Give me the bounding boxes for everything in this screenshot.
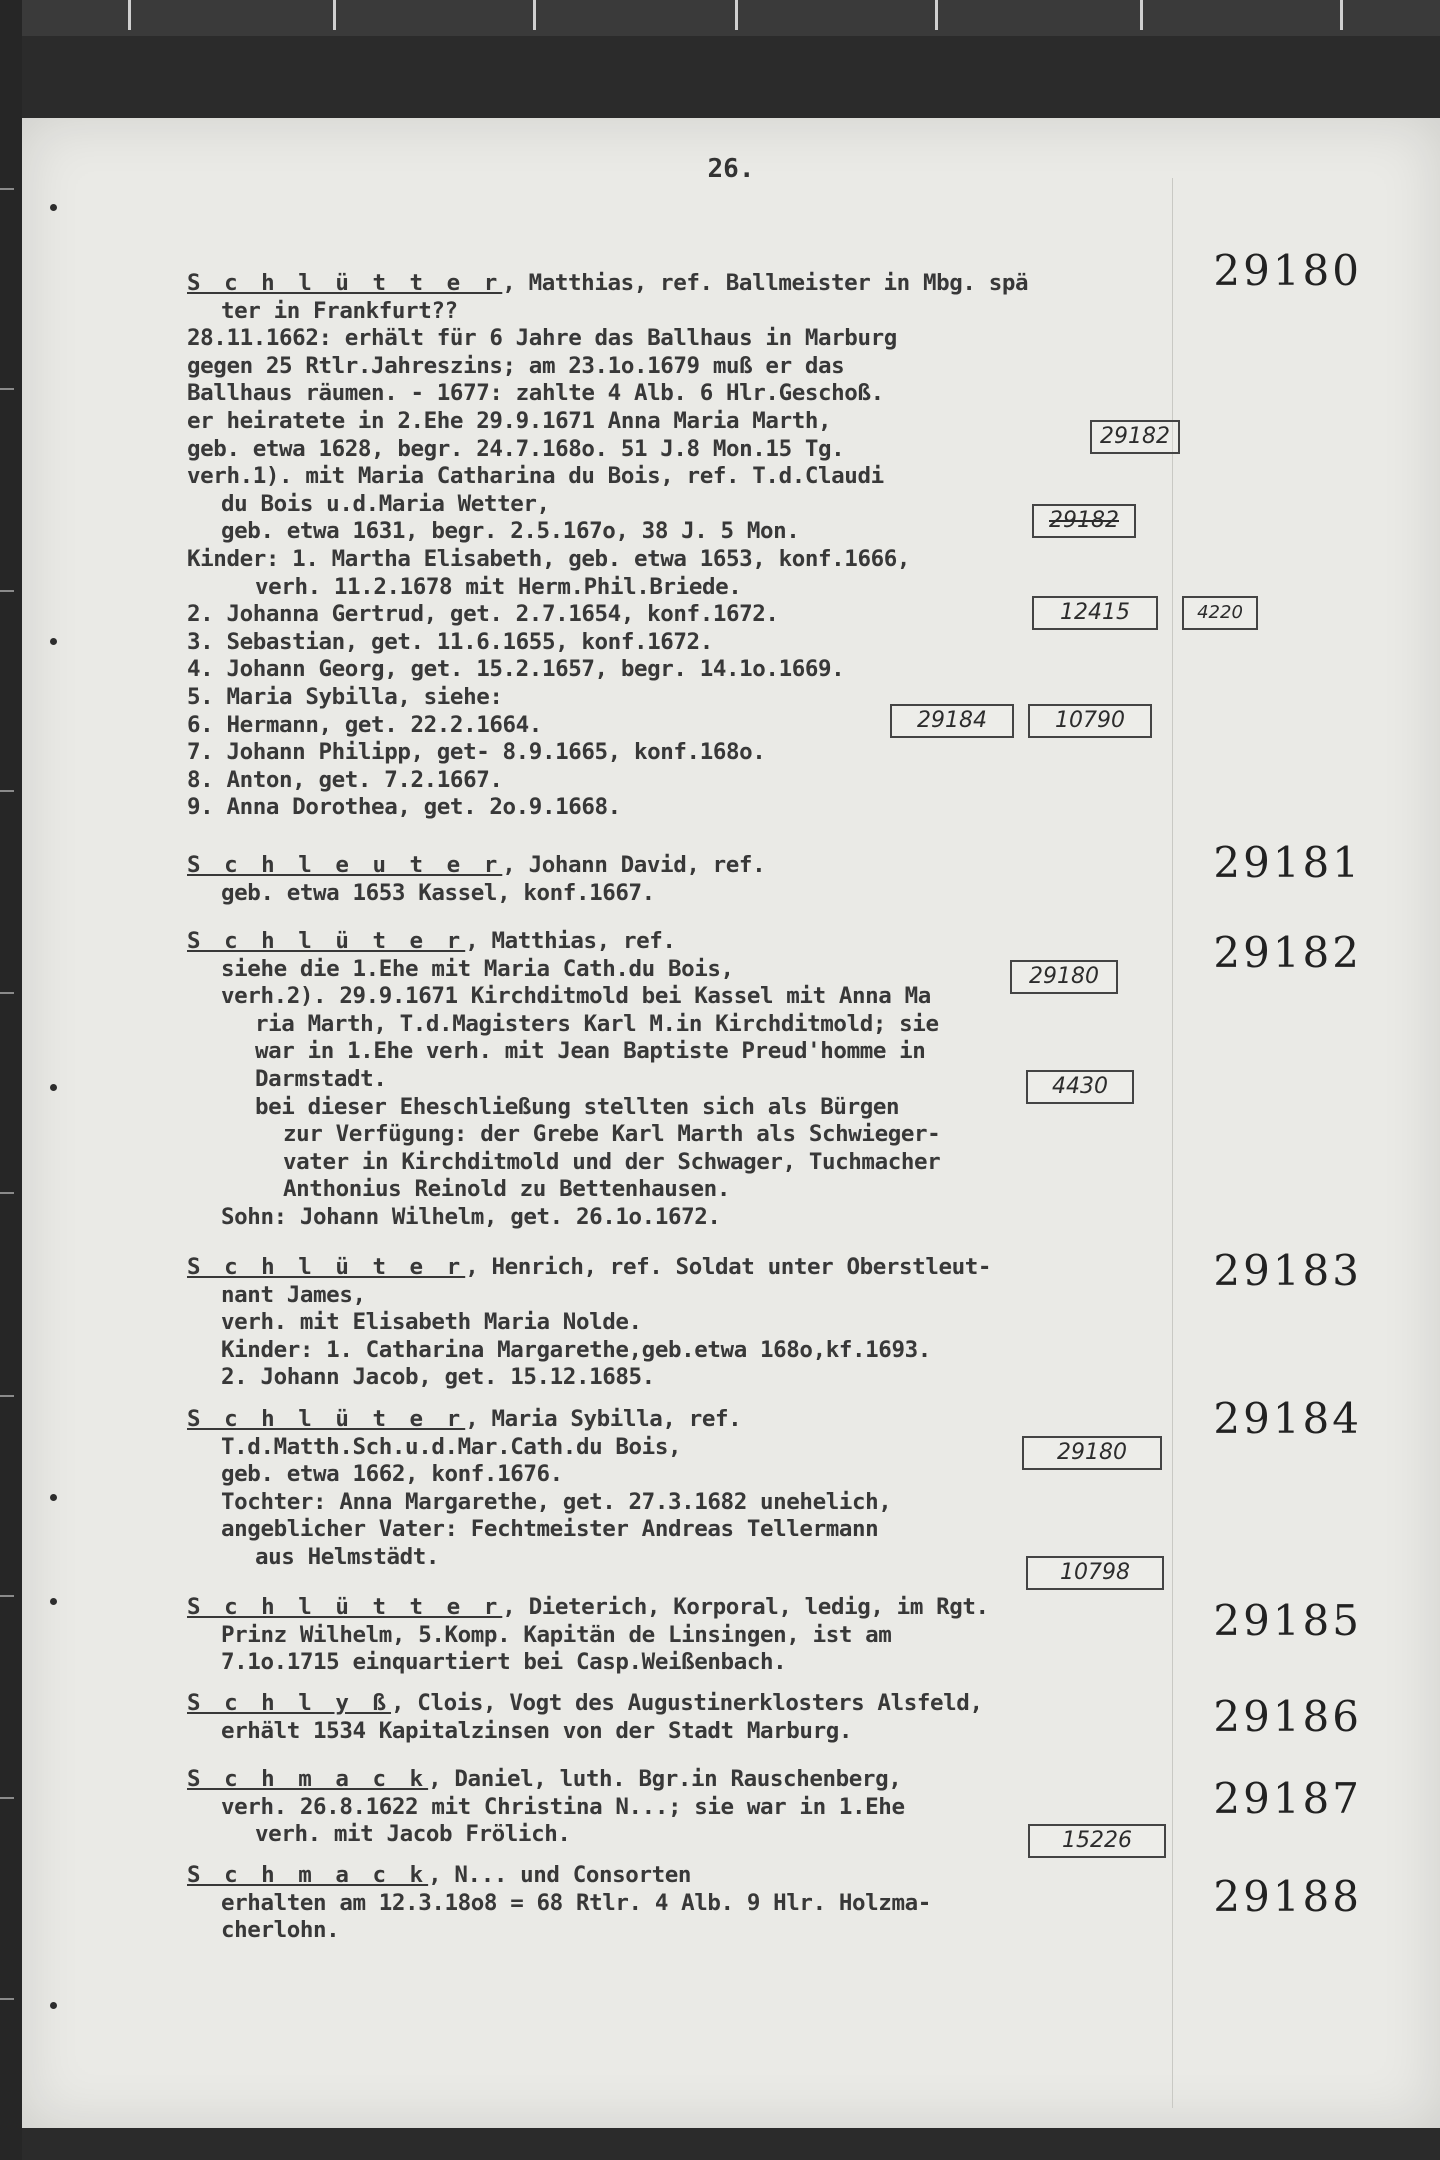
entry-line: Darmstadt. [255, 1065, 387, 1092]
entry-line: 2. Johann Jacob, get. 15.12.1685. [221, 1364, 655, 1391]
entry-number: 29187 [1213, 1774, 1362, 1823]
border-tick [0, 188, 14, 190]
entry-line: geb. etwa 1662, konf.1676. [221, 1461, 563, 1488]
punch-hole [50, 638, 57, 645]
entry-line: , Daniel, luth. Bgr.in Rauschenberg, [428, 1766, 902, 1792]
entry-29180 [187, 270, 1187, 822]
entry-line: Anthonius Reinold zu Bettenhausen. [283, 1176, 730, 1203]
punch-hole [50, 204, 57, 211]
entry-29186 [187, 1690, 1187, 1745]
entry-surname: S c h l ü t e r [187, 1406, 466, 1432]
cross-reference-box: 29182 [1090, 420, 1180, 454]
entry-line: Ballhaus räumen. - 1677: zahlte 4 Alb. 6 Hlr.Geschoß. [187, 380, 884, 407]
border-tick [0, 388, 14, 390]
entry-surname: S c h l ü t e r [187, 1254, 466, 1280]
punch-hole [50, 1598, 57, 1605]
entry-number: 29184 [1213, 1394, 1362, 1443]
entry-number: 29185 [1213, 1596, 1362, 1645]
punch-hole [50, 1084, 57, 1091]
entry-line: erhält 1534 Kapitalzinsen von der Stadt Marburg. [221, 1717, 853, 1744]
entry-line: gegen 25 Rtlr.Jahreszins; am 23.1o.1679 muß er das [187, 352, 845, 379]
punch-hole [50, 1494, 57, 1501]
border-tick [0, 590, 14, 592]
index-card-page [22, 118, 1440, 2128]
entry-29185 [187, 1594, 1187, 1677]
entry-number: 29182 [1213, 928, 1362, 977]
entry-line: ria Marth, T.d.Magisters Karl M.in Kirchditmold; sie [255, 1010, 939, 1037]
entry-line: 6. Hermann, get. 22.2.1664. [187, 711, 542, 738]
entry-line: cherlohn. [221, 1917, 340, 1944]
cross-reference-box: 4220 [1182, 596, 1258, 630]
punch-hole [50, 2002, 57, 2009]
entry-line: siehe die 1.Ehe mit Maria Cath.du Bois, [221, 955, 734, 982]
entry-line: , Maria Sybilla, ref. [465, 1406, 742, 1432]
entry-line: zur Verfügung: der Grebe Karl Marth als Schwieger- [283, 1121, 941, 1148]
entry-line: geb. etwa 1628, begr. 24.7.168o. 51 J.8 Mon.15 Tg. [187, 435, 845, 462]
border-tick [0, 790, 14, 792]
border-tick [533, 0, 536, 30]
entry-line: 9. Anna Dorothea, get. 2o.9.1668. [187, 794, 621, 821]
entry-number: 29183 [1213, 1246, 1362, 1295]
border-tick [735, 0, 738, 30]
entry-line: angeblicher Vater: Fechtmeister Andreas Tellermann [221, 1516, 879, 1543]
scanner-top-border [0, 0, 1440, 36]
cross-reference-box: 29184 [890, 704, 1014, 738]
entry-surname: S c h m a c k [187, 1862, 429, 1888]
entry-number: 29181 [1213, 838, 1362, 887]
entry-line: verh. mit Elisabeth Maria Nolde. [221, 1309, 642, 1336]
entry-line: verh. 26.8.1622 mit Christina N...; sie war in 1.Ehe [221, 1793, 905, 1820]
entry-surname: S c h l ü t t e r [187, 270, 503, 296]
cross-reference-box: 29180 [1010, 960, 1118, 994]
entry-surname: S c h l y ß [187, 1690, 392, 1716]
entry-line: , N... und Consorten [428, 1862, 692, 1888]
border-tick [0, 992, 14, 994]
entry-line: 28.11.1662: erhält für 6 Jahre das Ballhaus in Marburg [187, 325, 897, 352]
entry-line: 3. Sebastian, get. 11.6.1655, konf.1672. [187, 628, 713, 655]
cross-reference-box: 4430 [1026, 1070, 1134, 1104]
border-tick [333, 0, 336, 30]
entry-surname: S c h l ü t t e r [187, 1594, 503, 1620]
cross-reference-box: 29180 [1022, 1436, 1162, 1470]
entry-line: , Matthias, ref. [465, 928, 676, 954]
entry-line: verh.1). mit Maria Catharina du Bois, ref. T.d.Claudi [187, 463, 884, 490]
cross-reference-box: 10798 [1026, 1556, 1164, 1590]
border-tick [0, 1595, 14, 1597]
border-tick [1340, 0, 1343, 30]
entry-29183 [187, 1254, 1187, 1392]
entry-line: Sohn: Johann Wilhelm, get. 26.1o.1672. [221, 1203, 721, 1230]
entry-number: 29188 [1213, 1872, 1362, 1921]
entry-line: 5. Maria Sybilla, siehe: [187, 683, 503, 710]
entry-line: Tochter: Anna Margarethe, get. 27.3.1682 unehelich, [221, 1488, 892, 1515]
entry-line: geb. etwa 1631, begr. 2.5.167o, 38 J. 5 Mon. [221, 518, 800, 545]
entry-29184 [187, 1406, 1187, 1572]
entry-line: verh.2). 29.9.1671 Kirchditmold bei Kassel mit Anna Ma [221, 983, 931, 1010]
entry-29181 [187, 852, 1187, 907]
entry-line: 8. Anton, get. 7.2.1667. [187, 766, 503, 793]
entry-line: T.d.Matth.Sch.u.d.Mar.Cath.du Bois, [221, 1433, 682, 1460]
entry-line: geb. etwa 1653 Kassel, konf.1667. [221, 879, 655, 906]
entry-line: ter in Frankfurt?? [221, 297, 458, 324]
entry-line: Prinz Wilhelm, 5.Komp. Kapitän de Linsingen, ist am [221, 1621, 892, 1648]
entry-line: aus Helmstädt. [255, 1543, 440, 1570]
page-number: 26. [707, 154, 755, 184]
entry-line: 7.1o.1715 einquartiert bei Casp.Weißenbach. [221, 1649, 787, 1676]
entry-number: 29186 [1213, 1692, 1362, 1741]
entry-line: war in 1.Ehe verh. mit Jean Baptiste Preud'homme in [255, 1038, 926, 1065]
border-tick [0, 1998, 14, 2000]
entry-line: , Johann David, ref. [502, 852, 766, 878]
entry-surname: S c h m a c k [187, 1766, 429, 1792]
scanner-left-border [0, 0, 22, 2160]
entry-line: erhalten am 12.3.18o8 = 68 Rtlr. 4 Alb. 9 Hlr. Holzma- [221, 1889, 931, 1916]
border-tick [0, 1192, 14, 1194]
entry-line: verh. 11.2.1678 mit Herm.Phil.Briede. [255, 573, 742, 600]
entry-29188 [187, 1862, 1187, 1945]
entry-line: 2. Johanna Gertrud, get. 2.7.1654, konf.1672. [187, 601, 779, 628]
entry-line: verh. mit Jacob Frölich. [255, 1821, 571, 1848]
border-tick [935, 0, 938, 30]
entry-line: Kinder: 1. Catharina Margarethe,geb.etwa 168o,kf.1693. [221, 1336, 931, 1363]
border-tick [128, 0, 131, 30]
entry-line: nant James, [221, 1281, 366, 1308]
entry-line: , Clois, Vogt des Augustinerklosters Alsfeld, [391, 1690, 983, 1716]
entry-number: 29180 [1213, 246, 1362, 295]
cross-reference-box: 15226 [1028, 1824, 1166, 1858]
entry-line: 4. Johann Georg, get. 15.2.1657, begr. 14.1o.1669. [187, 656, 845, 683]
entry-line: bei dieser Eheschließung stellten sich als Bürgen [255, 1093, 900, 1120]
entry-line: Kinder: 1. Martha Elisabeth, geb. etwa 1653, konf.1666, [187, 545, 911, 572]
border-tick [1140, 0, 1143, 30]
entry-line: , Henrich, ref. Soldat unter Oberstleut- [465, 1254, 992, 1280]
entry-line: vater in Kirchditmold und der Schwager, Tuchmacher [283, 1148, 941, 1175]
entry-line: , Matthias, ref. Ballmeister in Mbg. spä [502, 270, 1029, 296]
entry-line: er heiratete in 2.Ehe 29.9.1671 Anna Maria Marth, [187, 407, 832, 434]
entry-surname: S c h l e u t e r [187, 852, 503, 878]
border-tick [0, 1395, 14, 1397]
cross-reference-box-struck: 29182 [1032, 504, 1136, 538]
cross-reference-box: 12415 [1032, 596, 1158, 630]
border-tick [0, 1797, 14, 1799]
entry-line: du Bois u.d.Maria Wetter, [221, 490, 550, 517]
entry-surname: S c h l ü t e r [187, 928, 466, 954]
entry-line: 7. Johann Philipp, get- 8.9.1665, konf.168o. [187, 739, 766, 766]
entry-line: , Dieterich, Korporal, ledig, im Rgt. [502, 1594, 989, 1620]
cross-reference-box: 10790 [1028, 704, 1152, 738]
